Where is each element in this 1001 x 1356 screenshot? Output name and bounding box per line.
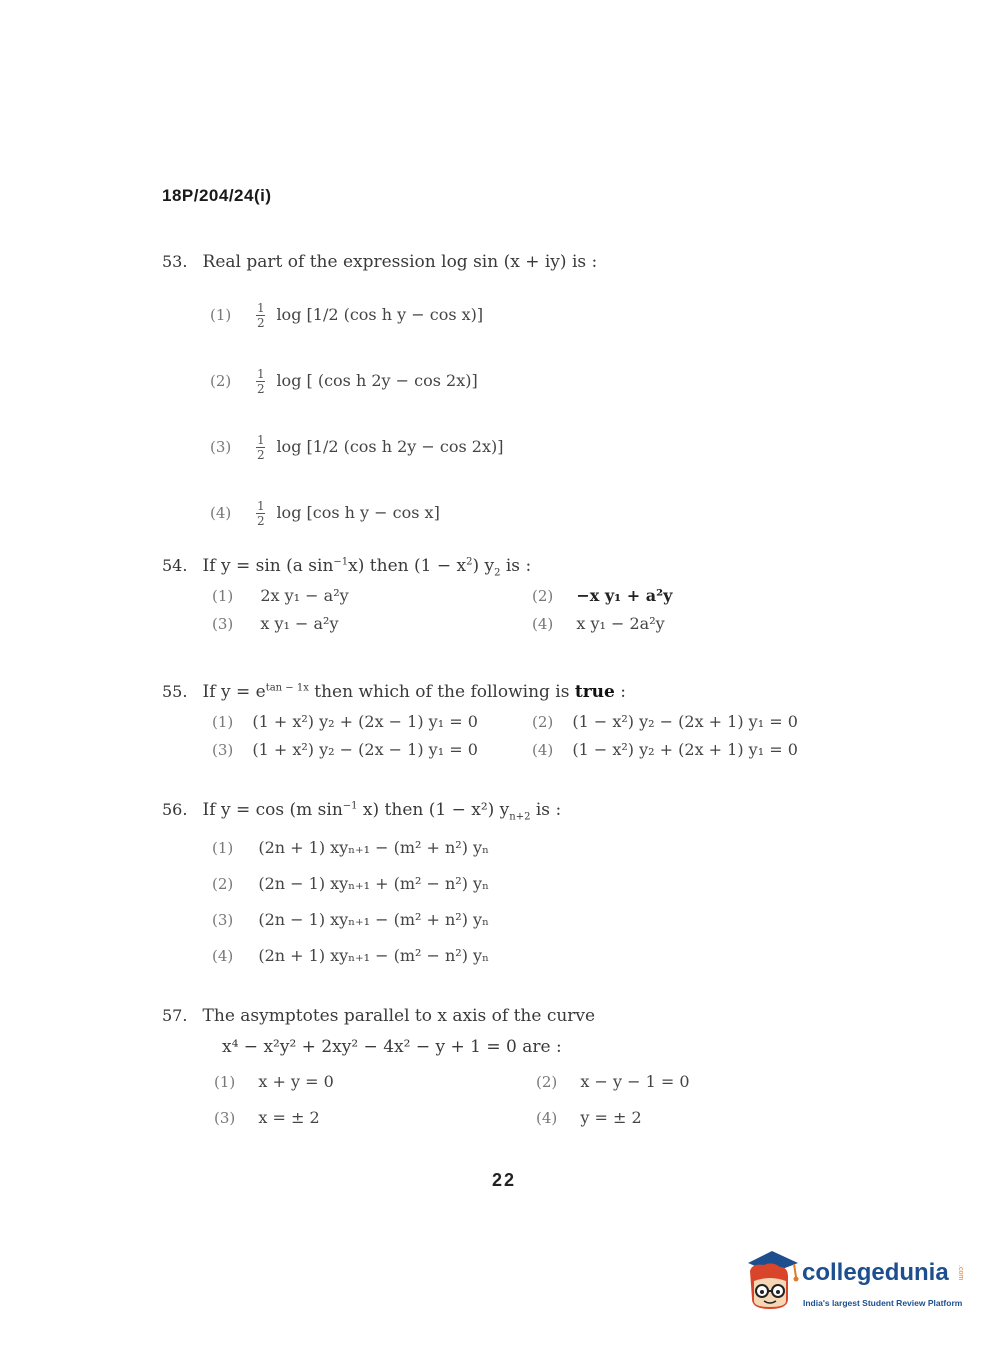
option-expression: log [1/2 (cos h 2y − cos 2x)] — [276, 437, 504, 456]
q54-option-1 — [212, 586, 349, 605]
question-57 — [162, 1006, 595, 1026]
option-expression: log [ (cos h 2y − cos 2x)] — [276, 371, 478, 390]
q57-option-4 — [536, 1108, 642, 1127]
option-number: (3) — [210, 438, 232, 456]
option-number: (1) — [212, 839, 234, 857]
option-number: (1) — [210, 306, 232, 324]
option-expression: (2n − 1) xyₙ₊₁ − (m² + n²) yₙ — [258, 910, 489, 929]
brand-tagline: India's largest Student Review Platform — [803, 1298, 963, 1308]
option-expression: (1 + x²) y₂ + (2x − 1) y₁ = 0 — [252, 712, 478, 731]
question-55 — [162, 682, 626, 702]
question-text-line-2: x⁴ − x²y² + 2xy² − 4x² − y + 1 = 0 are : — [222, 1037, 562, 1057]
option-expression: x + y = 0 — [258, 1072, 334, 1091]
page-number: 22 — [492, 1170, 517, 1190]
option-expression: log [1/2 (cos h y − cos x)] — [276, 305, 484, 324]
option-expression: (2n − 1) xyₙ₊₁ + (m² − n²) yₙ — [258, 874, 489, 893]
question-number: 53. — [162, 252, 188, 271]
option-number: (3) — [212, 741, 234, 759]
q53-option-4 — [210, 500, 440, 527]
option-expression: (1 + x²) y₂ − (2x − 1) y₁ = 0 — [252, 740, 478, 759]
mascot-icon — [742, 1249, 800, 1313]
option-expression: 2x y₁ − a²y — [260, 586, 349, 605]
option-expression: (1 − x²) y₂ + (2x + 1) y₁ = 0 — [572, 740, 798, 759]
option-number: (4) — [532, 615, 554, 633]
q55-option-3 — [212, 740, 478, 759]
q56-option-1 — [212, 838, 489, 857]
option-number: (1) — [214, 1073, 236, 1091]
option-number: (4) — [532, 741, 554, 759]
brand-domain: .com — [957, 1265, 964, 1281]
option-number: (4) — [210, 504, 232, 522]
option-number: (2) — [210, 372, 232, 390]
question-text: Real part of the expression log sin (x + iy) is : — [202, 252, 598, 272]
option-expression: (2n + 1) xyₙ₊₁ − (m² − n²) yₙ — [258, 946, 489, 965]
fraction: $\frac{1}{2}$ — [257, 301, 265, 330]
question-number: 56. — [162, 800, 188, 819]
question-text: If y = sin (a $\sin^{-1}x$) then $(1 - x^2)$ $y_2$ is : — [202, 556, 532, 579]
collegedunia-watermark — [742, 1245, 972, 1320]
question-text: The asymptotes parallel to x axis of the curve — [202, 1006, 596, 1026]
q55-option-4 — [532, 740, 798, 759]
option-number: (3) — [212, 911, 234, 929]
question-number: 57. — [162, 1006, 188, 1025]
option-number: (1) — [212, 713, 234, 731]
paper-code: 18P/204/24(i) — [162, 186, 272, 205]
option-expression: −x y₁ + a²y — [576, 586, 673, 605]
option-number: (2) — [532, 713, 554, 731]
q53-option-3 — [210, 434, 504, 461]
option-expression: (1 − x²) y₂ − (2x + 1) y₁ = 0 — [572, 712, 798, 731]
question-54 — [162, 556, 531, 578]
q56-option-2 — [212, 874, 489, 893]
question-number: 54. — [162, 556, 188, 575]
option-number: (2) — [532, 587, 554, 605]
fraction: $\frac{1}{2}$ — [257, 499, 265, 528]
question-53 — [162, 252, 597, 272]
option-expression: x y₁ − a²y — [260, 614, 339, 633]
option-expression: x − y − 1 = 0 — [580, 1072, 690, 1091]
option-number: (4) — [536, 1109, 558, 1127]
option-number: (4) — [212, 947, 234, 965]
option-expression: (2n + 1) xyₙ₊₁ − (m² + n²) yₙ — [258, 838, 489, 857]
question-56 — [162, 800, 561, 822]
brand-name: collegedunia — [802, 1259, 949, 1286]
q55-option-1 — [212, 712, 478, 731]
q57-option-2 — [536, 1072, 690, 1091]
option-expression: y = ± 2 — [580, 1108, 642, 1127]
fraction: $\frac{1}{2}$ — [257, 367, 265, 396]
q55-option-2 — [532, 712, 798, 731]
question-text: If $y = e^{tan - 1x}$ then which of the following is true : — [202, 682, 627, 702]
q53-option-1 — [210, 302, 483, 329]
q54-option-3 — [212, 614, 338, 633]
option-number: (2) — [212, 875, 234, 893]
option-expression: x y₁ − 2a²y — [576, 614, 665, 633]
question-text: If y = cos (m $\sin^{-1} x$) then (1 − x²) $y_{n+2}$ is : — [202, 800, 562, 823]
q57-option-1 — [214, 1072, 334, 1091]
option-expression: log [cos h y − cos x] — [276, 503, 440, 522]
option-number: (3) — [214, 1109, 236, 1127]
q54-option-2 — [532, 586, 672, 605]
option-expression: x = ± 2 — [258, 1108, 320, 1127]
q56-option-3 — [212, 910, 489, 929]
q57-option-3 — [214, 1108, 320, 1127]
q53-option-2 — [210, 368, 478, 395]
q54-option-4 — [532, 614, 665, 633]
fraction: $\frac{1}{2}$ — [257, 433, 265, 462]
option-number: (2) — [536, 1073, 558, 1091]
option-number: (1) — [212, 587, 234, 605]
q56-option-4 — [212, 946, 489, 965]
option-number: (3) — [212, 615, 234, 633]
question-number: 55. — [162, 682, 188, 701]
